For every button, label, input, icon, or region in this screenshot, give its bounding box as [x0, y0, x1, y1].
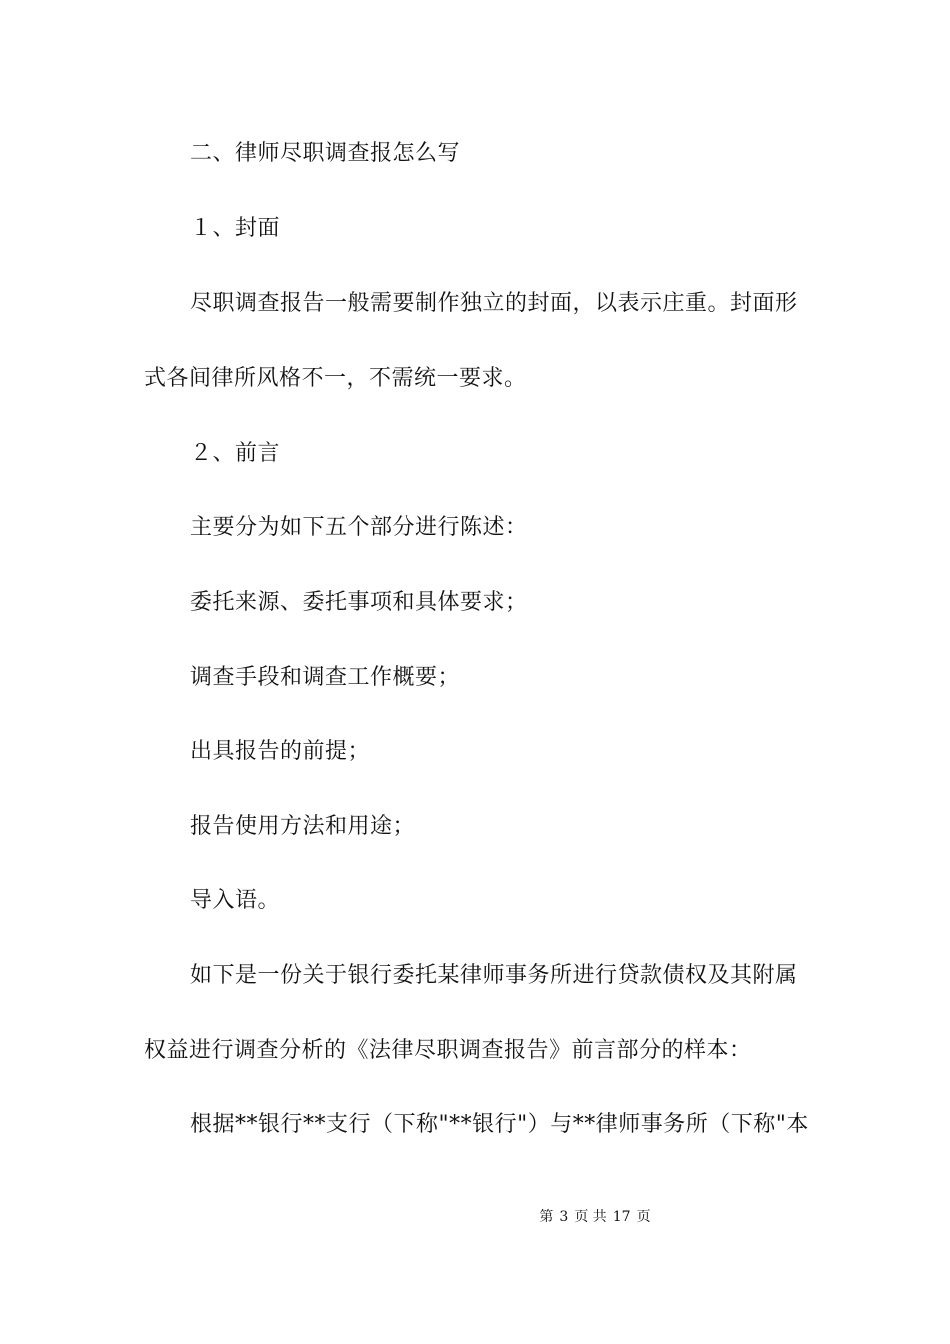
- page-footer: [0, 1207, 950, 1227]
- list-item: 报告使用方法和用途；: [190, 814, 416, 839]
- paragraph-line: 根据**银行**支行（下称"**银行"）与**律师事务所（下称"本: [190, 1112, 809, 1137]
- total-pages: 17: [612, 1209, 631, 1225]
- list-item: 导入语。: [190, 888, 281, 913]
- footer-suffix: 页: [636, 1209, 651, 1225]
- list-item: 委托来源、委托事项和具体要求；: [190, 590, 528, 615]
- subsection-heading-cover: １、封面: [190, 216, 281, 241]
- paragraph-line: 尽职调查报告一般需要制作独立的封面，以表示庄重。封面形: [190, 291, 798, 316]
- paragraph-line: 式各间律所风格不一，不需统一要求。: [144, 366, 527, 391]
- page-number: 3: [559, 1209, 569, 1225]
- paragraph-line: 如下是一份关于银行委托某律师事务所进行贷款债权及其附属: [190, 963, 798, 988]
- footer-prefix: 第: [539, 1209, 554, 1225]
- footer-mid: 页 共: [574, 1209, 607, 1225]
- list-item: 调查手段和调查工作概要；: [190, 665, 461, 690]
- list-item: 出具报告的前提；: [190, 739, 371, 764]
- paragraph-line: 主要分为如下五个部分进行陈述：: [190, 515, 528, 540]
- section-heading: 二、律师尽职调查报怎么写: [190, 141, 461, 166]
- paragraph-line: 权益进行调查分析的《法律尽职调查报告》前言部分的样本：: [144, 1038, 752, 1063]
- subsection-heading-preface: ２、前言: [190, 441, 281, 466]
